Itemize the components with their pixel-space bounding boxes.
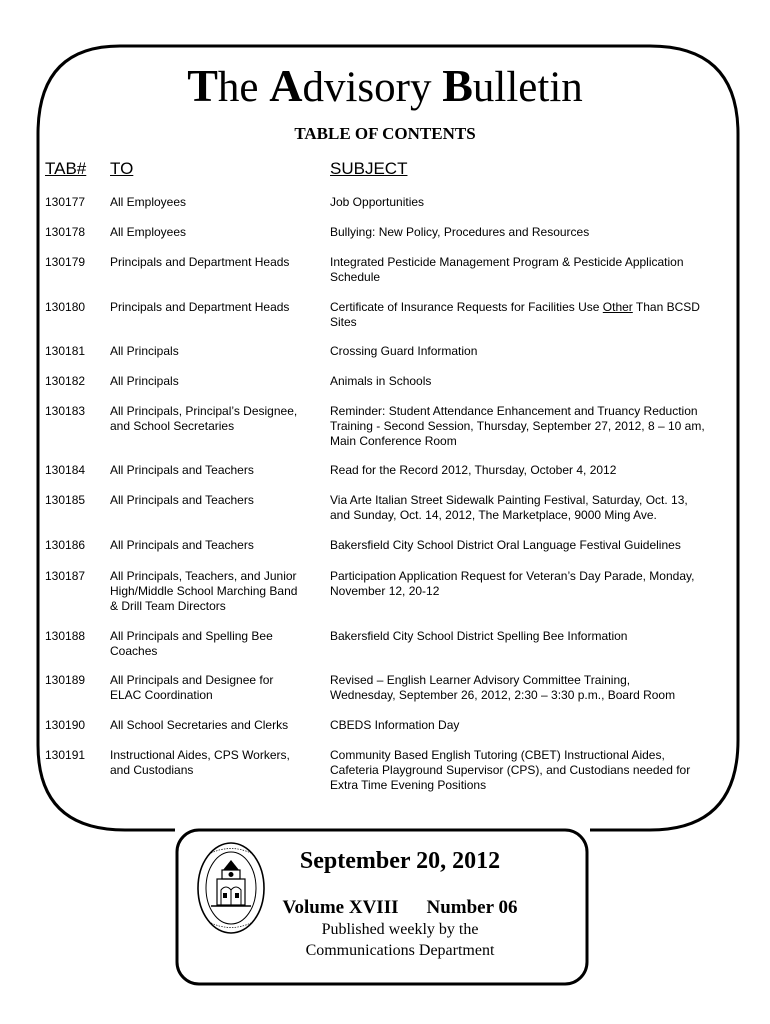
subject: Animals in Schools xyxy=(330,374,432,388)
volume: Volume XVIII xyxy=(282,897,399,918)
column-header-tab: TAB# xyxy=(45,159,87,178)
tab-number: 130185 xyxy=(45,493,86,507)
subject: Community Based English Tutoring (CBET) Instructional Aides, Cafeteria Playground Supervisor (CPS), and Custodians needed for Extra Time Evening Positions xyxy=(330,748,691,792)
tab-number: 130180 xyxy=(45,300,86,314)
tab-number: 130183 xyxy=(45,404,86,418)
subject: Reminder: Student Attendance Enhancement and Truancy Reduction Training - Second Session, Thursday, September 27, 2012, 8 – 10 am, Main Conference Room xyxy=(330,404,705,448)
subject: Read for the Record 2012, Thursday, October 4, 2012 xyxy=(330,463,617,477)
tab-number: 130179 xyxy=(45,255,86,269)
subject: Bullying: New Policy, Procedures and Resources xyxy=(330,225,590,239)
recipient: Principals and Department Heads xyxy=(110,255,290,269)
recipient: All Principals xyxy=(110,344,179,358)
volume-number xyxy=(180,896,620,920)
column-header-subject: SUBJECT xyxy=(330,159,408,178)
subject: Participation Application Request for Veteran’s Day Parade, Monday, November 12, 20-12 xyxy=(330,569,695,598)
recipient: All Principals and Teachers xyxy=(110,463,254,477)
tab-number: 130178 xyxy=(45,225,86,239)
subject: Bakersfield City School District Oral Language Festival Guidelines xyxy=(330,538,681,552)
subject: Crossing Guard Information xyxy=(330,344,478,358)
tab-number: 130188 xyxy=(45,629,86,643)
subject: Revised – English Learner Advisory Committee Training, Wednesday, September 26, 2012, 2:30 – 3:30 p.m., Board Room xyxy=(330,673,676,702)
recipient: Principals and Department Heads xyxy=(110,300,290,314)
subject: Via Arte Italian Street Sidewalk Painting Festival, Saturday, Oct. 13, and Sunday, Oct. 14, 2012, The Marketplace, 9000 Ming Ave. xyxy=(330,493,688,522)
subject: Integrated Pesticide Management Program & Pesticide Application Schedule xyxy=(330,255,684,284)
tab-number: 130191 xyxy=(45,748,86,762)
issue-date: September 20, 2012 xyxy=(299,848,501,874)
column-header-to: TO xyxy=(110,159,134,178)
recipient: All Employees xyxy=(110,195,187,209)
subject: Bakersfield City School District Spelling Bee Information xyxy=(330,629,628,643)
tab-number: 130177 xyxy=(45,195,86,209)
recipient: All Principals xyxy=(110,374,179,388)
recipient: All Principals and Spelling Bee Coaches xyxy=(110,629,273,658)
page-title: The Advisory Bulletin xyxy=(187,60,583,111)
toc-heading: TABLE OF CONTENTS xyxy=(294,124,476,143)
subject: Certificate of Insurance Requests for Facilities Use Other Than BCSD Sites xyxy=(330,300,700,329)
issue-number: Number 06 xyxy=(426,897,518,918)
recipient: All Principals and Designee for ELAC Coordination xyxy=(110,673,274,702)
tab-number: 130187 xyxy=(45,569,86,583)
tab-number: 130181 xyxy=(45,344,86,358)
tab-number: 130190 xyxy=(45,718,86,732)
subject: CBEDS Information Day xyxy=(330,718,460,732)
recipient: All School Secretaries and Clerks xyxy=(110,718,289,732)
tab-number: 130189 xyxy=(45,673,86,687)
recipient: All Principals, Teachers, and Junior High/Middle School Marching Band & Drill Team Directors xyxy=(110,569,298,613)
tab-number: 130184 xyxy=(45,463,86,477)
tab-number: 130186 xyxy=(45,538,86,552)
subject: Job Opportunities xyxy=(330,195,425,209)
recipient: All Principals and Teachers xyxy=(110,538,254,552)
recipient: All Principals and Teachers xyxy=(110,493,254,507)
recipient: All Principals, Principal’s Designee, and School Secretaries xyxy=(110,404,298,433)
publisher-note: Published weekly by the Communications Department xyxy=(305,921,495,959)
recipient: Instructional Aides, CPS Workers, and Custodians xyxy=(110,748,290,777)
tab-number: 130182 xyxy=(45,374,86,388)
recipient: All Employees xyxy=(110,225,187,239)
